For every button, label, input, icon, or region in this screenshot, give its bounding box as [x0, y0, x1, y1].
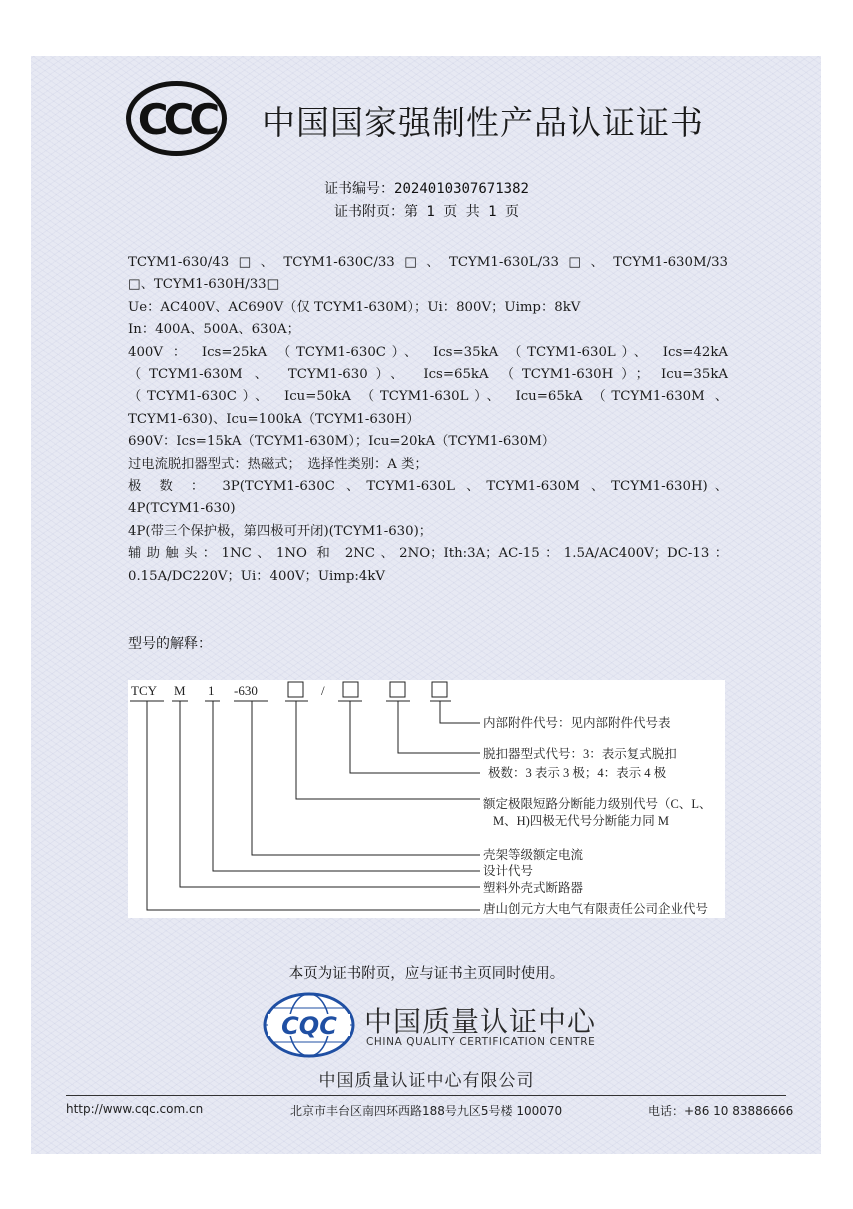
code-m: M [174, 683, 186, 698]
spec-line: （TCYM1-630C）、 Icu=50kA （TCYM1-630L）、 Icu=65kA （TCYM1-630M 、 [128, 389, 728, 405]
phone-text: 电话：+86 10 83886666 [648, 1104, 794, 1118]
label-mccb: 塑料外壳式断路器 [483, 881, 584, 895]
specification-body [128, 252, 728, 588]
code-box-breaking-capacity [288, 682, 303, 697]
code-630: -630 [234, 683, 258, 698]
ccc-logo-text: CCC [137, 95, 216, 144]
spec-line: In：400A、500A、630A； [128, 322, 300, 338]
company-name: 中国质量认证中心有限公司 [318, 1071, 535, 1091]
spec-line: TCYM1-630)、Icu=100kA（TCYM1-630H） [128, 411, 420, 427]
spec-line: 辅助触头：1NC、1NO 和 2NC、2NO；Ith:3A；AC-15：1.5A/AC400V；DC-13： [128, 546, 728, 562]
spec-line: 690V：Ics=15kA（TCYM1-630M）；Icu=20kA（TCYM1-630M） [128, 434, 556, 450]
label-poles: 极数：3 表示 3 极；4：表示 4 极 [488, 766, 667, 780]
label-release-type: 脱扣器型式代号：3：表示复式脱扣 [483, 747, 677, 761]
spec-line: （TCYM1-630M 、 TCYM1-630）、 Ics=65kA （TCYM1-630H）； Icu=35kA [128, 367, 728, 383]
code-tcy: TCY [131, 683, 157, 698]
code-box-release [390, 682, 405, 697]
label-accessory: 内部附件代号：见内部附件代号表 [483, 716, 671, 730]
cqc-chinese-name: 中国质量认证中心 [364, 1005, 597, 1038]
spec-line: 4P(TCYM1-630) [128, 501, 236, 517]
website-link[interactable]: http://www.cqc.com.cn [66, 1102, 204, 1116]
certificate-number: 证书编号：2024010307671382 [324, 181, 529, 197]
spec-line: 400V ： Ics=25kA （TCYM1-630C）、 Ics=35kA （TCYM1-630L）、 Ics=42kA [128, 344, 728, 360]
page-info: 证书附页：第 1 页 共 1 页 [333, 204, 519, 220]
label-breaking-capacity-note: M、H)四极无代号分断能力同 M [493, 814, 670, 828]
cqc-english-name: CHINA QUALITY CERTIFICATION CENTRE [366, 1036, 596, 1048]
certificate-title: 中国国家强制性产品认证证书 [262, 103, 704, 142]
spec-line: Ue：AC400V、AC690V（仅 TCYM1-630M）；Ui：800V；Uimp：8kV [128, 299, 581, 315]
spec-line: □、TCYM1-630H/33□ [128, 277, 280, 293]
label-frame-current: 壳架等级额定电流 [483, 848, 584, 862]
spec-line: TCYM1-630/43□、TCYM1-630C/33□、TCYM1-630L/33□、TCYM1-630M/33 [128, 255, 728, 270]
model-explanation-heading: 型号的解释： [128, 636, 212, 652]
label-breaking-capacity: 额定极限短路分断能力级别代号（C、L、 [483, 797, 712, 811]
code-box-poles [343, 682, 358, 697]
code-slash: / [321, 683, 325, 698]
cqc-mark-text: CQC [281, 1012, 337, 1040]
label-design-code: 设计代号 [483, 864, 534, 878]
address-text: 北京市丰台区南四环西路188号九区5号楼 100070 [290, 1104, 563, 1118]
spec-line: 过电流脱扣器型式：热磁式； 选择性类别：A 类； [128, 456, 428, 472]
label-enterprise-code: 唐山创元方大电气有限责任公司企业代号 [483, 902, 709, 916]
attachment-note: 本页为证书附页，应与证书主页同时使用。 [288, 966, 565, 982]
spec-line: 极 数 ： 3P(TCYM1-630C 、TCYM1-630L 、TCYM1-630M 、TCYM1-630H)、 [128, 479, 728, 495]
cqc-globe-logo-icon [262, 992, 356, 1058]
footer-divider [66, 1095, 786, 1096]
code-box-accessory [432, 682, 447, 697]
model-code-diagram [128, 680, 725, 918]
code-1: 1 [208, 683, 215, 698]
spec-line: 4P(带三个保护极，第四极可开闭)(TCYM1-630)； [128, 523, 433, 539]
ccc-logo-icon [125, 80, 228, 157]
spec-line: 0.15A/DC220V；Ui：400V；Uimp:4kV [128, 568, 386, 584]
